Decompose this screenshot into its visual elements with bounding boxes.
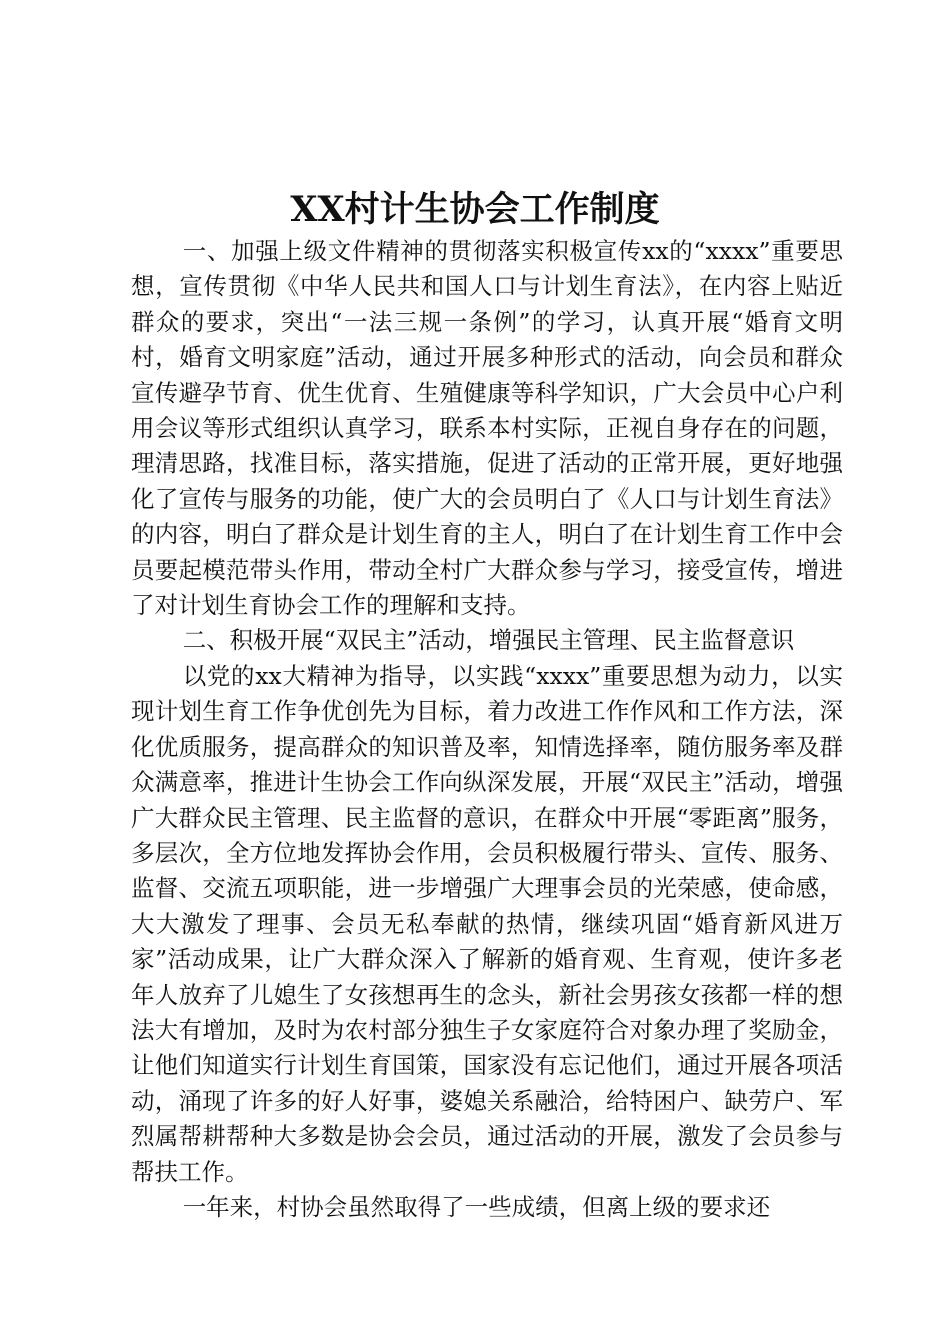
paragraph-4: 一年来，村协会虽然取得了一些成绩，但离上级的要求还 (182, 1192, 771, 1221)
document-title: XX村计生协会工作制度 (290, 189, 660, 230)
paragraph-3: 以党的xx大精神为指导，以实践“xxxx”重要思想为动力，以实现计划生育工作争优创先为目标，着力改进工作作风和工作方法，深化优质服务，提高群众的知识普及率，知情选择率，随仿服务率及群众满意率，推进计生协会工作向纵深发展，开展“双民主”活动，增强广大群众民主管理、民主监督的意识，在群众中开展“零距离”服务，多层次，全方位地发挥协会作用，会员积极履行带头、宣传、服务、监督、交流五项职能，进一步增强广大理事会员的光荣感，使命感，大大激发了理事、会员无私奉献的热情，继续巩固“婚育新风进万家”活动成果，让广大群众深入了解新的婚育观、生育观，使许多老年人放弃了儿媳生了女孩想再生的念头，新社会男孩女孩都一样的想法大有增加，及时为农村部分独生子女家庭符合对象办理了奖励金，让他们知道实行计划生育国策，国家没有忘记他们，通过开展各项活动，涌现了许多的好人好事，婆媳关系融洽，给特困户、缺劳户、军烈属帮耕帮种大多数是协会会员，通过活动的开展，激发了会员参与帮扶工作。 (131, 661, 843, 1186)
paragraph-2-heading: 二、积极开展“双民主”活动，增强民主管理、民主监督意识 (182, 626, 795, 655)
paragraph-1: 一、加强上级文件精神的贯彻落实积极宣传xx的“xxxx”重要思想，宣传贯彻《中华人民共和国人口与计划生育法》，在内容上贴近群众的要求，突出“一法三规一条例”的学习，认真开展“婚育文明村，婚育文明家庭”活动，通过开展多种形式的活动，向会员和群众宣传避孕节育、优生优育、生殖健康等科学知识，广大会员中心户利用会议等形式组织认真学习，联系本村实际，正视自身存在的问题，理清思路，找准目标，落实措施，促进了活动的正常开展，更好地强化了宣传与服务的功能，使广大的会员明白了《人口与计划生育法》的内容，明白了群众是计划生育的主人，明白了在计划生育工作中会员要起模范带头作用，带动全村广大群众参与学习，接受宣传，增进了对计划生育协会工作的理解和支持。 (131, 237, 843, 620)
document-body (131, 234, 843, 1225)
